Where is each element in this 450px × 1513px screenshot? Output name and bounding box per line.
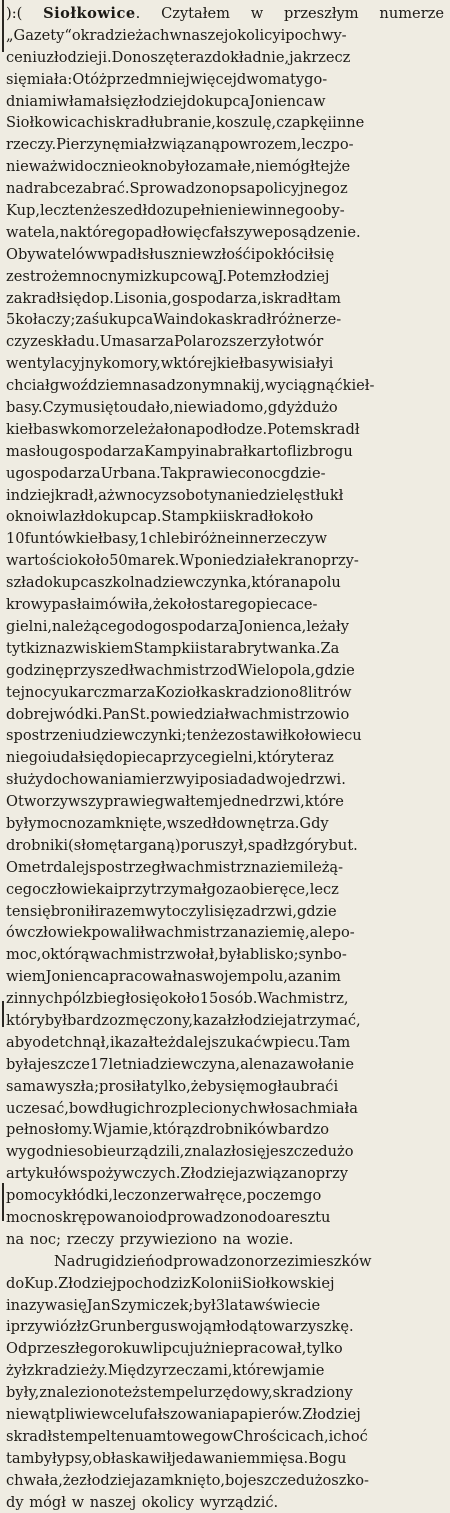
article-line: 10funtówkiełbasy,1chlebiróżneinnerzeczyw xyxy=(6,530,327,548)
article-line: indziejkradł,ażwnocyzsobotynaniedzielęstłukł xyxy=(6,486,344,504)
article-line: gielni,należącegodogospodarzaJonienca,leżały xyxy=(6,617,349,635)
article-line: były,znalezionoteżstempelurzędowy,skradziony xyxy=(6,1384,353,1402)
article-line: nieważwidocznieoknobyłozamałe,niemógłtejże xyxy=(6,158,351,176)
article-line: czyzeskładu.UmasarzaPolarozszerzyłotwór xyxy=(6,333,324,351)
article-line: dy mógł w naszej okolicy wyrządzić. xyxy=(6,1493,279,1511)
article-line: ówczłowiekpowaliłwachmistrzanaziemię,alepo- xyxy=(6,924,355,942)
article-line: pomocykłódki,leczonzerwałręce,poczemgo xyxy=(6,1187,322,1205)
article-line: tejnocyukarczmarzaKoziołkaskradziono8litrów xyxy=(6,683,352,701)
article-line: żyłzkradzieży.Międzyrzeczami,którewjamie xyxy=(6,1362,325,1380)
article-line: masłougospodarzaKampyinabrałkartoflizbrogu xyxy=(6,442,353,460)
article-line: skradłstempeltenuamtowegowChrościcach,ichoć xyxy=(6,1427,368,1445)
article-line: wentylacyjnykomory,wktórejkiełbasywisiałyi xyxy=(6,355,334,373)
article-line: uczesać,bowdługichrozplecionychwłosachmiała xyxy=(6,1099,358,1117)
article-line: wiemJoniencapracowałnaswojempolu,azanim xyxy=(6,968,341,986)
article-line: Obywatelówwpadłsłuszniewzłośćipokłóciłsię xyxy=(6,245,335,263)
article-line: inazywasięJanSzymiczek;był3latawświecie xyxy=(6,1296,321,1314)
article-line: rzeczy.Pierzynęmiałzwiązanąpowrozem,leczpo- xyxy=(6,136,354,154)
article-line: sięmiała:Otóżprzedmniejwięcejdwomatygo- xyxy=(6,70,328,88)
article-line: pełnosłomy.Wjamie,którązdrobnikówbardzo xyxy=(6,1121,330,1139)
article-line: tensiębroniłirazemwytoczylisięzadrzwi,gdzie xyxy=(6,902,337,920)
article-line: służydochowaniamierzwyiposiadadwojedrzwi. xyxy=(6,771,346,789)
article-line: którybyłbardzozmęczony,kazałzłodziejatrzymać, xyxy=(6,1011,361,1029)
article-line: szładokupcaszkolnadziewczynka,któranapolu xyxy=(6,574,341,592)
column-rule-bottom xyxy=(2,1183,4,1221)
article-line: na noc; rzeczy przywieziono na wozie. xyxy=(6,1230,294,1248)
news-article-siolkowice xyxy=(6,3,444,1513)
dateline-place: Siołkowice xyxy=(43,5,136,22)
article-line: Odprzeszłegorokuwlipcujużniepracował,tylko xyxy=(6,1340,343,1358)
article-line: tytkiznazwiskiemStampkiistarabrytwanka.Za xyxy=(6,639,340,657)
article-line: Ometrdalejspostrzegłwachmistrznaziemileżą- xyxy=(6,858,344,876)
article-line: moc,októrąwachmistrzwołał,byłablisko;synbo- xyxy=(6,946,347,964)
article-line: oknoiwlazłdokupcap.Stampkiiskradłokoło xyxy=(6,508,314,526)
article-line: nadrabcezabrać.Sprowadzonopsapolicyjnegoz xyxy=(6,180,348,198)
article-line: niegoiudałsiędopiecaprzycegielni,któryteraz xyxy=(6,749,334,767)
article-line: samawyszła;prosiłatylko,żebysięmogłaubraći xyxy=(6,1077,339,1095)
article-line: wartościokoło50marek.Wponiedziałekranoprzy- xyxy=(6,552,359,570)
article-line: doKup.ZłodziejpochodzizKoloniiSiołkowskiej xyxy=(6,1274,335,1292)
article-line: zakradłsiędop.Lisonia,gospodarza,iskradłtam xyxy=(6,289,341,307)
article-line: „Gazety“okradzieżachwnaszejokolicyipochwy- xyxy=(6,26,347,44)
article-line: byłajeszcze17letniadziewczyna,alenazawołanie xyxy=(6,1055,354,1073)
dateline-prefix: ):( xyxy=(6,5,23,22)
article-line: dniamiwłamałsięzłodziejdokupcaJoniencaw xyxy=(6,92,326,110)
article-line: godzinęprzyszedłwachmistrzodWielopola,gdzie xyxy=(6,661,355,679)
article-line: cegoczłowiekaiprzytrzymałgozaobieręce,lecz xyxy=(6,880,339,898)
article-line: kiełbaswkomorzeleżałonapodłodze.Potemskradł xyxy=(6,420,360,438)
article-line: 5kołaczy;zaśukupcaWaindokaskradłróżnerze- xyxy=(6,311,342,329)
article-line: Nadrugidzieńodprowadzonorzezimieszków xyxy=(54,1252,372,1270)
article-line: niewątpliwiewcelufałszowaniapapierów.Złodziej xyxy=(6,1406,361,1423)
article-line: Siołkowicachiskradłubranie,koszulę,czapkęiinne xyxy=(6,114,365,132)
article-line: zestrożemnocnymizkupcowąJ.Potemzłodziej xyxy=(6,267,330,285)
article-line: basy.Czymusiętoudało,niewiadomo,gdyżdużo xyxy=(6,399,338,417)
column-rule-top xyxy=(2,0,4,52)
article-line: wygodniesobieurządzili,znalazłosięjeszczedużo xyxy=(6,1143,354,1161)
article-line: tambyłypsy,obłaskawiłjedawaniemmięsa.Bogu xyxy=(6,1449,347,1467)
article-line: artykułówspożywczych.Złodziejazwiązanoprzy xyxy=(6,1165,349,1183)
article-line: Kup,lecztenżeszedłdozupełnieniewinnegooby- xyxy=(6,202,345,220)
article-line: zinnychpólzbiegłosięokoło15osób.Wachmistrz, xyxy=(6,990,349,1008)
article-first-line: ):( Siołkowice. Czytałem w przeszłym numerze xyxy=(6,5,444,22)
article-line: mocnoskrępowanoiodprowadzonodoaresztu xyxy=(6,1208,331,1226)
article-line: watela,naktóregopadłowięcfałszyweposądzenie. xyxy=(6,223,361,241)
article-line: iprzywiózłzGrunberguswojąmłodątowarzyszkę. xyxy=(6,1318,354,1336)
column-rule-middle xyxy=(2,1001,4,1027)
article-line: ceniuzłodzieji.Donoszęterazdokładnie,jakrzecz xyxy=(6,48,351,66)
article-line: Otworzywszyprawiegwałtemjednedrzwi,które xyxy=(6,793,344,811)
article-line: spostrzeniudziewczynki;tenżezostawiłkołowiecu xyxy=(6,727,362,745)
article-line: chwała,żezłodziejazamknięto,bojeszczedużoszko- xyxy=(6,1471,369,1489)
article-line: dobrejwódki.PanSt.powiedziałwachmistrzowio xyxy=(6,705,350,723)
article-line: ugospodarzaUrbana.Takprawieconocgdzie- xyxy=(6,464,326,482)
article-line: Czytałem w przeszłym numerze xyxy=(161,5,444,22)
article-line: abyodetchnął,ikazałteżdalejszukaćwpiecu.Tam xyxy=(6,1033,351,1051)
article-line: chciałgwoździemnasadzonymnakij,wyciągnąćkieł- xyxy=(6,377,375,395)
article-line: drobniki(słomętarganą)poruszył,spadłzgórybut. xyxy=(6,836,358,854)
article-line: krowypasłaimówiła,żekołostaregopiecace- xyxy=(6,596,318,614)
article-line: byłymocnozamknięte,wszedłdownętrza.Gdy xyxy=(6,814,329,832)
